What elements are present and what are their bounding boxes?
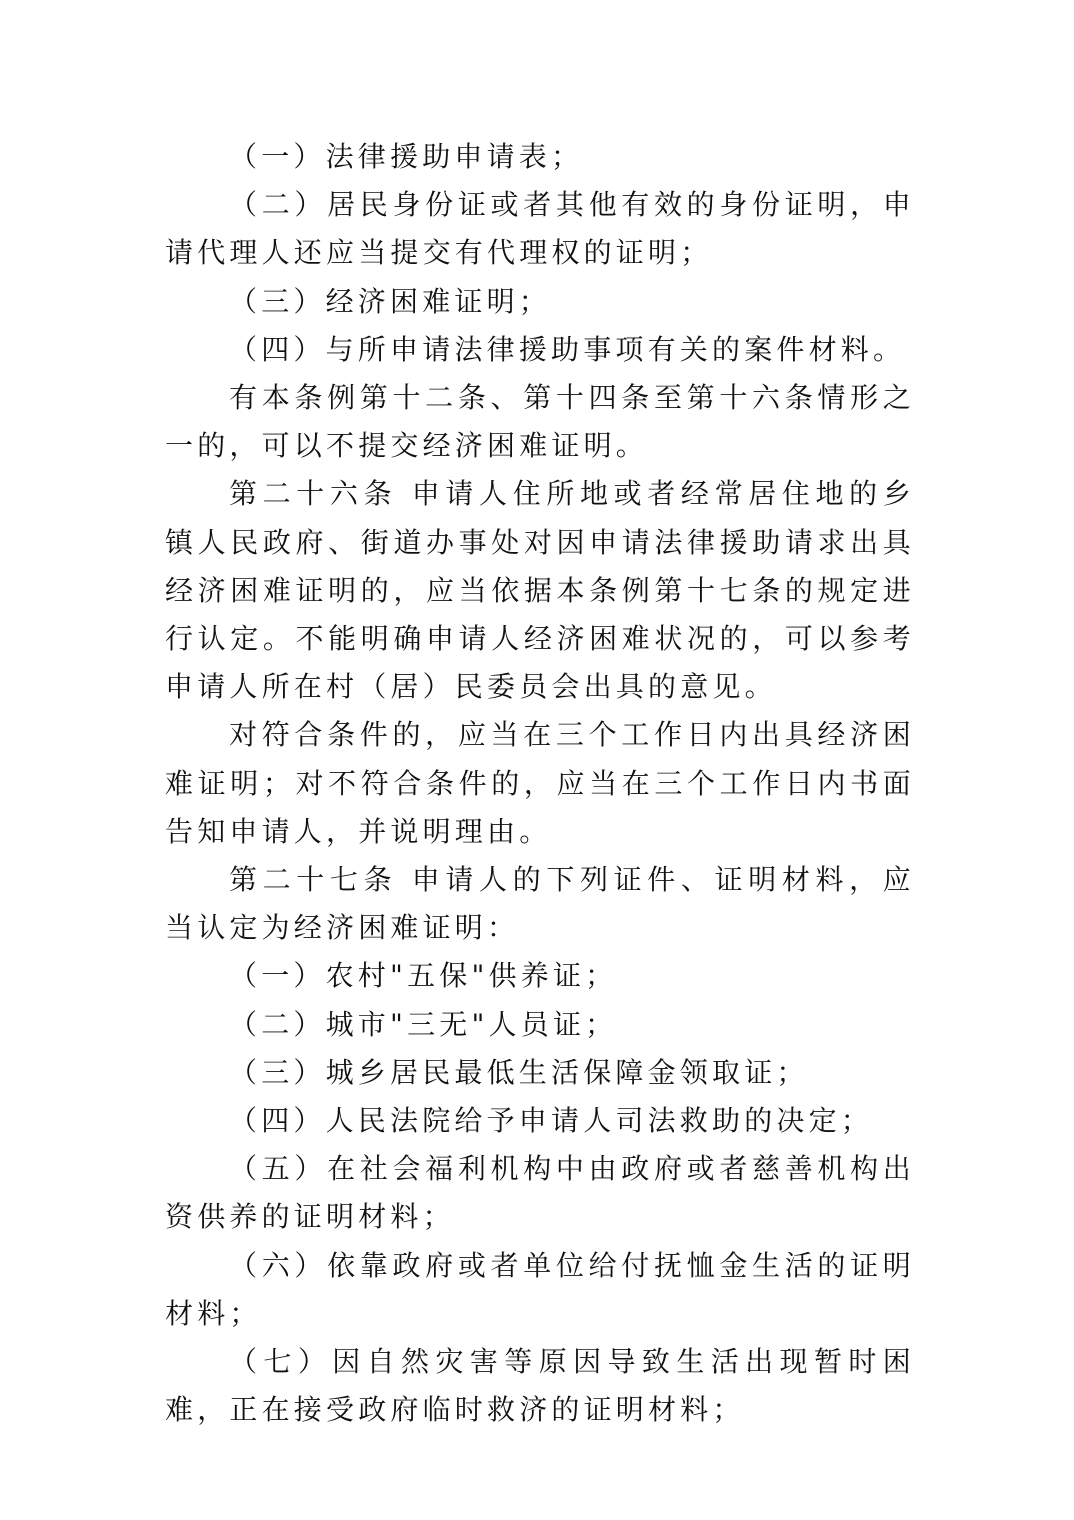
paragraph-item-3-economic-hardship-proof: （三）经济困难证明； — [229, 284, 552, 318]
paragraph-item-1-application-form: （一）法律援助申请表； — [229, 140, 584, 173]
paragraph-article-27-item-2: （二）城市"三无"人员证； — [229, 1007, 618, 1041]
paragraph-article-26: 第二十六条 申请人住所地或者经常居住地的乡镇人民政府、街道办事处对因申请法律援助请求出具经济困难证明的，应当依据本条例第十七条的规定进行认定。不能明确申请人经济困难状况的，可以参考申请人所在村（居）民委员会出具的意见。 — [165, 477, 915, 704]
paragraph-exemption-note: 有本条例第十二条、第十四条至第十六条情形之一的，可以不提交经济困难证明。 — [165, 381, 915, 463]
paragraph-article-27-item-4: （四）人民法院给予申请人司法救助的决定； — [229, 1104, 874, 1138]
paragraph-article-26-deadline: 对符合条件的，应当在三个工作日内出具经济困难证明；对不符合条件的，应当在三个工作日内书面告知申请人，并说明理由。 — [165, 718, 915, 848]
paragraph-article-27-item-5: （五）在社会福利机构中由政府或者慈善机构出资供养的证明材料； — [165, 1152, 915, 1234]
paragraph-item-4-case-materials: （四）与所申请法律援助事项有关的案件材料。 — [229, 332, 906, 366]
paragraph-article-27-item-1: （一）农村"五保"供养证； — [229, 959, 618, 993]
paragraph-article-27-item-3: （三）城乡居民最低生活保障金领取证； — [229, 1055, 809, 1089]
paragraph-article-27-item-7: （七）因自然灾害等原因导致生活出现暂时困难，正在接受政府临时救济的证明材料； — [165, 1345, 915, 1427]
document-body — [165, 133, 915, 1434]
paragraph-item-2-identity-proof: （二）居民身份证或者其他有效的身份证明，申请代理人还应当提交有代理权的证明； — [165, 188, 915, 270]
paragraph-article-27-item-6: （六）依靠政府或者单位给付抚恤金生活的证明材料； — [165, 1248, 915, 1330]
paragraph-article-27: 第二十七条 申请人的下列证件、证明材料，应当认定为经济困难证明： — [165, 863, 915, 945]
